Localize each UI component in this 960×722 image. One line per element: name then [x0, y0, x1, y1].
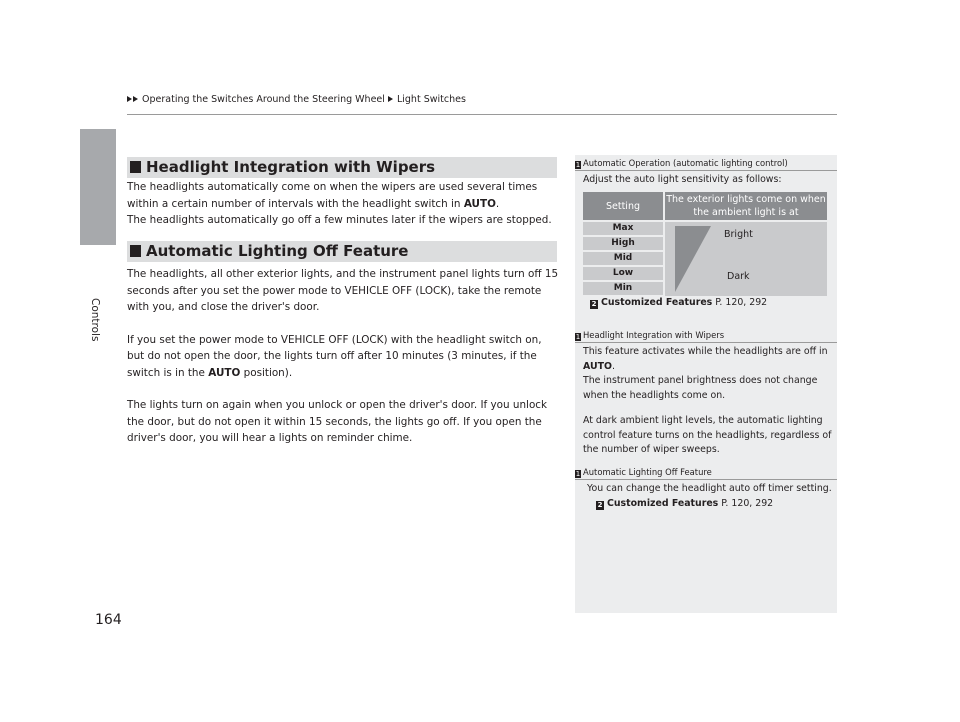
note-divider	[575, 170, 837, 171]
xref-pages: P. 120, 292	[712, 297, 768, 308]
table-row-setting: Mid	[583, 252, 663, 265]
bright-label: Bright	[724, 229, 753, 240]
note-title-lighting-off	[575, 467, 712, 478]
note-title-text: Headlight Integration with Wipers	[583, 330, 725, 340]
header-divider	[127, 114, 837, 115]
text: .	[495, 197, 500, 210]
auto-keyword: AUTO	[583, 360, 612, 372]
chapter-label: Controls	[89, 298, 101, 342]
note-title-text: Automatic Lighting Off Feature	[583, 467, 712, 477]
arrow-icon	[127, 96, 132, 102]
note-title-headlight-integration	[575, 330, 724, 341]
section-body-lighting-off	[127, 266, 559, 447]
breadcrumb-item-1[interactable]: Operating the Switches Around the Steering Wheel	[142, 94, 385, 105]
xref-label: Customized Features	[601, 297, 713, 308]
text: If you set the power mode to VEHICLE OFF (LOCK) with the headlight switch on, but do not open the door, the lights turn off after 10 minutes (3 minutes, if the switch is in the	[127, 333, 542, 379]
note-title-automatic-operation	[575, 158, 788, 169]
chapter-tab	[80, 129, 116, 245]
section-heading-wipers	[127, 157, 557, 178]
paragraph: At dark ambient light levels, the automatic lighting control feature turns on the headlights, regardless of the number of wiper sweeps.	[583, 415, 832, 455]
note-marker-icon: 1	[575, 470, 581, 478]
note-divider	[575, 342, 837, 343]
note-divider	[575, 479, 837, 480]
arrow-icon	[133, 96, 138, 102]
table-row-setting: High	[583, 237, 663, 250]
brightness-gradient-wedge	[675, 226, 711, 292]
table-header-ambient: The exterior lights come on when the ambient light is at	[666, 194, 826, 218]
cross-reference-link[interactable]	[596, 497, 846, 512]
paragraph: The headlights, all other exterior lights, and the instrument panel lights turn off 15 seconds after you set the power mode to VEHICLE OFF (LOCK), take the remote with you, and close the driver's door.	[127, 268, 559, 313]
cross-reference-link[interactable]	[590, 296, 840, 311]
breadcrumb	[127, 94, 466, 105]
table-row-setting: Min	[583, 282, 663, 295]
paragraph	[127, 332, 559, 382]
breadcrumb-item-2[interactable]: Light Switches	[396, 94, 466, 105]
note-body	[583, 345, 833, 458]
paragraph: The headlights automatically go off a few minutes later if the wipers are stopped.	[127, 214, 552, 226]
note-marker-icon: 1	[575, 333, 581, 341]
auto-keyword: AUTO	[208, 366, 241, 379]
square-bullet-icon	[130, 245, 141, 257]
page-number: 164	[95, 612, 122, 628]
section-heading-lighting-off	[127, 241, 557, 262]
text: This feature activates while the headlights are off in	[583, 346, 828, 357]
square-bullet-icon	[130, 161, 141, 173]
text: position).	[240, 366, 293, 379]
paragraph	[583, 345, 833, 374]
xref-pages: P. 120, 292	[718, 498, 774, 509]
table-row-setting: Low	[583, 267, 663, 280]
paragraph	[127, 179, 559, 212]
table-row-setting: Max	[583, 222, 663, 235]
paragraph: The lights turn on again when you unlock or open the driver's door. If you unlock the door, but do not open it within 15 seconds, the lights go off. If you open the driver's door, you will hear a lights on reminder chime.	[127, 399, 548, 444]
paragraph: The instrument panel brightness does not change when the headlights come on.	[583, 375, 818, 401]
text: .	[611, 360, 615, 372]
note-marker-icon: 1	[575, 161, 581, 169]
reference-icon: 2	[591, 300, 597, 308]
note-title-text: Automatic Operation (automatic lighting control)	[583, 158, 788, 168]
note-text: You can change the headlight auto off timer setting.	[587, 483, 832, 494]
note-text: Adjust the auto light sensitivity as follows:	[583, 174, 782, 185]
section-title: Headlight Integration with Wipers	[146, 158, 436, 176]
xref-label: Customized Features	[607, 498, 719, 509]
section-title: Automatic Lighting Off Feature	[146, 242, 409, 260]
section-body-wipers	[127, 179, 559, 229]
table-header-setting: Setting	[583, 192, 663, 220]
reference-icon: 2	[597, 501, 603, 509]
text: The headlights automatically come on when the wipers are used several times within a certain number of intervals with the headlight switch in	[127, 181, 538, 210]
arrow-icon	[388, 96, 393, 102]
dark-label: Dark	[727, 271, 750, 282]
auto-keyword: AUTO	[463, 197, 496, 210]
